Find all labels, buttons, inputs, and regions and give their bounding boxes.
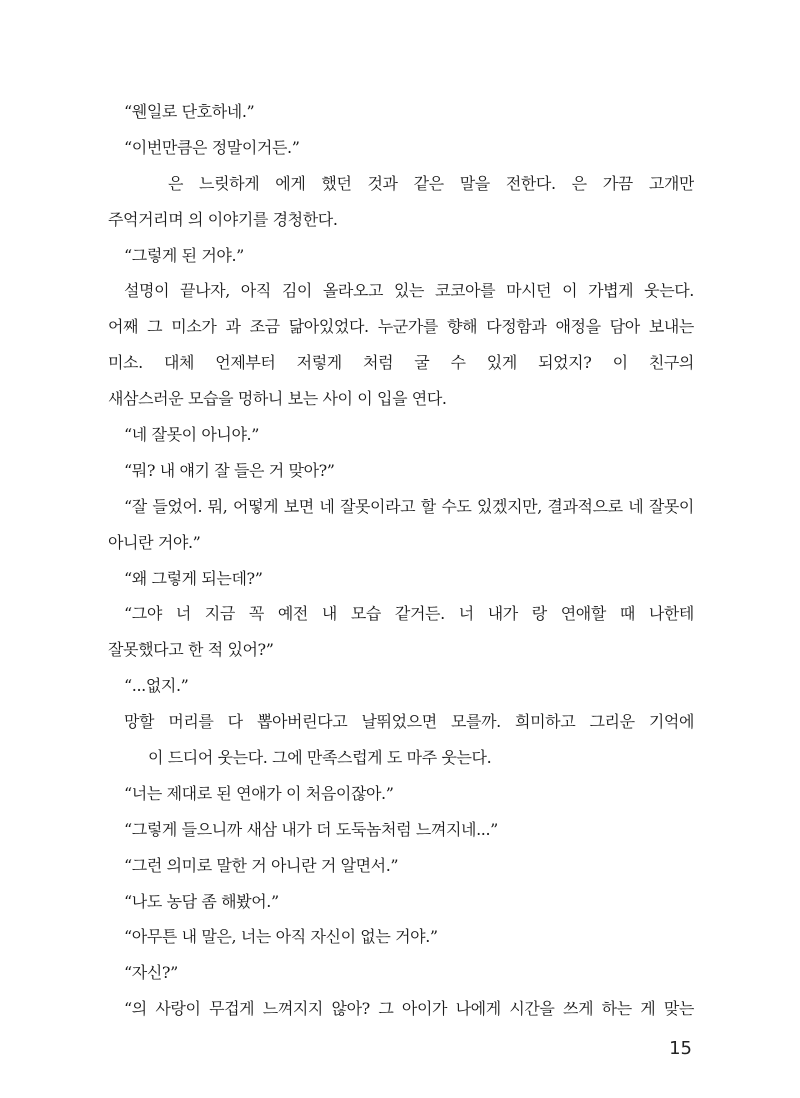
text-line: “너는 제대로 된 연애가 이 처음이잖아.” — [124, 783, 394, 803]
text-line: “의 사랑이 무겁게 느껴지지 않아? 그 아이가 나에게 시간을 쓰게 하는 게 맞는 — [124, 999, 694, 1019]
page-number: 15 — [669, 1038, 692, 1059]
text-line: 잘못했다고 한 적 있어?” — [108, 640, 274, 660]
text-line: “웬일로 단호하네.” — [124, 102, 255, 121]
text-line: “그야 너 지금 꼭 예전 내 모습 같거든. 너 내가 랑 연애할 때 나한테 — [124, 604, 694, 624]
text-line: “아무튼 내 말은, 너는 아직 자신이 없는 거야.” — [124, 927, 438, 947]
text-line: 미소. 대체 언제부터 저렇게 처럼 굴 수 있게 되었지? 이 친구의 — [108, 353, 694, 373]
text-line: 망할 머리를 다 뽑아버린다고 날뛰었으면 모를까. 희미하고 그리운 기억에 — [124, 712, 694, 732]
text-line: “자신?” — [124, 963, 178, 983]
text-line: 설명이 끝나자, 아직 김이 올라오고 있는 코코아를 마시던 이 가볍게 웃는다. — [124, 281, 694, 301]
text-line: “그런 의미로 말한 거 아니란 거 알면서.” — [124, 855, 399, 875]
text-line: “그렇게 된 거야.” — [124, 245, 244, 265]
text-line: “네 잘못이 아니야.” — [124, 425, 260, 445]
text-line: “그렇게 들으니까 새삼 내가 더 도둑놈처럼 느껴지네...” — [124, 819, 498, 839]
text-line: “잘 들었어. 뭐, 어떻게 보면 네 잘못이라고 할 수도 있겠지만, 결과적으로 네 잘못이 — [124, 496, 694, 516]
text-line: 새삼스러운 모습을 멍하니 보는 사이 이 입을 연다. — [108, 389, 447, 409]
text-line: 아니란 거야.” — [108, 532, 201, 552]
text-line: “나도 농담 좀 해봤어.” — [124, 891, 279, 911]
text-line: “...없지.” — [124, 676, 189, 696]
text-line: “왜 그렇게 되는데?” — [124, 568, 263, 588]
text-line: 주억거리며 의 이야기를 경청한다. — [108, 209, 338, 229]
body-text — [108, 94, 694, 1027]
text-line: “이번만큼은 정말이거든.” — [124, 137, 300, 157]
text-line: 어째 그 미소가 과 조금 닮아있었다. 누군가를 향해 다정함과 애정을 담아 보내는 — [108, 317, 694, 337]
text-line: 은 느릿하게 에게 했던 것과 같은 말을 전한다. 은 가끔 고개만 — [168, 173, 694, 193]
text-line: 이 드디어 웃는다. 그에 만족스럽게 도 마주 웃는다. — [148, 748, 492, 768]
text-line: “뭐? 내 얘기 잘 들은 거 맞아?” — [124, 460, 335, 480]
